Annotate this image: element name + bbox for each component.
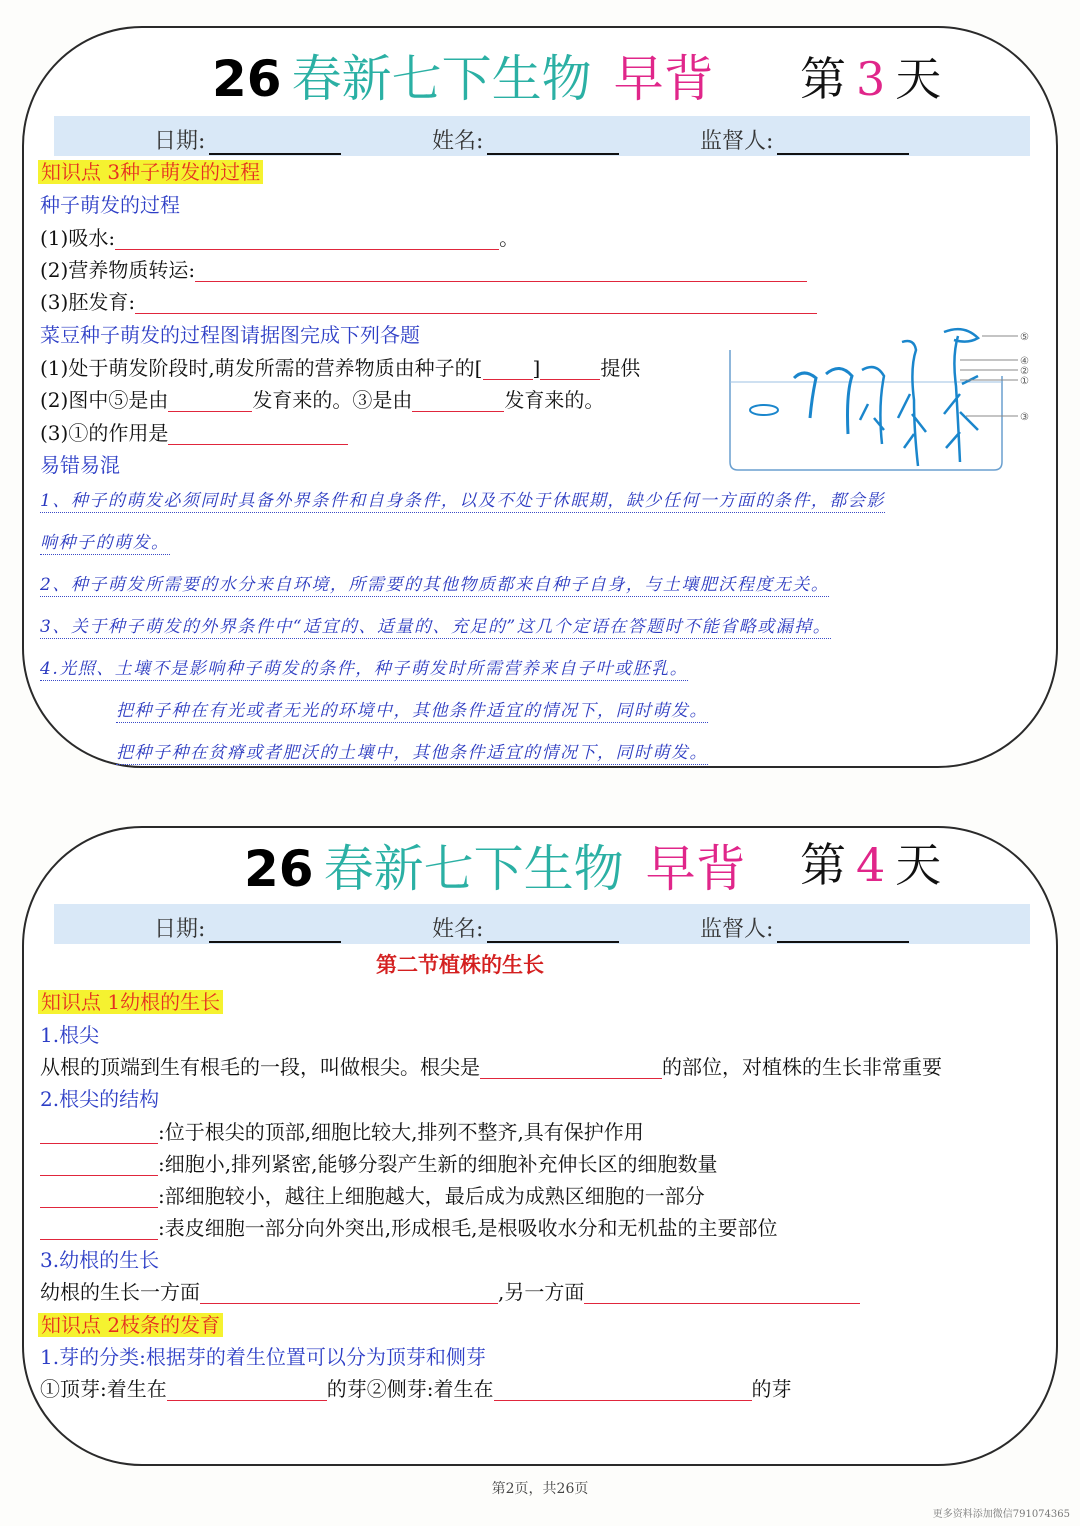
day4-info-bar [54, 904, 1030, 944]
blank[interactable] [168, 424, 348, 445]
blank[interactable] [115, 229, 499, 250]
kp2-title: 知识点 2枝条的发育 [38, 1313, 223, 1337]
blank[interactable] [40, 1155, 158, 1176]
label-2: ② [1020, 366, 1029, 377]
label-4: ④ [1020, 356, 1029, 367]
blank[interactable] [412, 391, 504, 412]
day3-info-bar [54, 116, 1030, 156]
blank[interactable] [483, 359, 533, 380]
blank[interactable] [480, 1058, 662, 1079]
blank[interactable] [195, 261, 807, 282]
structure-3: :部细胞较小，越往上细胞越大，最后成为成熟区细胞的一部分 [40, 1184, 705, 1208]
q-embryo: (3)胚发育: [40, 290, 817, 314]
heading-root-structure: 2.根尖的结构 [40, 1087, 160, 1111]
q-water: (1)吸水: 。 [40, 226, 520, 250]
note-4-soil: 把种子种在贫瘠或者肥沃的土壤中，其他条件适宜的情况下，同时萌发。 [116, 738, 708, 765]
heading-mistakes: 易错易混 [40, 453, 120, 477]
q2: (2)图中⑤是由 发育来的。③是由 发育来的。 [40, 388, 605, 412]
note-4: 4.光照、土壤不是影响种子萌发的条件，种子萌发时所需营养来自子叶或胚乳。 [40, 654, 688, 681]
note-1: 1、种子的萌发必须同时具备外界条件和自身条件，以及不处于休眠期，缺少任何一方面的条件，都会影 [40, 486, 885, 513]
q-root-growth: 幼根的生长一方面 ,另一方面 [40, 1280, 860, 1304]
heading-germination: 种子萌发的过程 [40, 193, 180, 217]
structure-4: :表皮细胞一部分向外突出,形成根毛,是根吸收水分和无机盐的主要部位 [40, 1216, 777, 1240]
blank[interactable] [167, 1380, 327, 1401]
label-5: ⑤ [1020, 332, 1029, 343]
heading-bean: 菜豆种子萌发的过程图请据图完成下列各题 [40, 323, 420, 347]
page-footer: 第2页，共26页 [491, 1481, 589, 1497]
heading-bud-types: 1.芽的分类:根据芽的着生位置可以分为顶芽和侧芽 [40, 1345, 486, 1369]
day3-title: 26 春新七下生物 早背 [212, 50, 714, 108]
blank[interactable] [200, 1283, 498, 1304]
note-2: 2、种子萌发所需要的水分来自环境，所需要的其他物质都来自种子自身，与土壤肥沃程度无关。 [40, 570, 829, 597]
date-field[interactable]: 日期: [154, 124, 341, 155]
heading-root-tip: 1.根尖 [40, 1023, 100, 1047]
blank[interactable] [40, 1187, 158, 1208]
q-bud-position: ①顶芽:着生在 的芽②侧芽:着生在 的芽 [40, 1377, 792, 1401]
label-3: ③ [1020, 412, 1029, 423]
note-1-cont: 响种子的萌发。 [40, 528, 170, 555]
name-field[interactable]: 姓名: [432, 912, 619, 943]
bean-germination-diagram [724, 324, 1036, 474]
blank[interactable] [584, 1283, 860, 1304]
supervisor-field[interactable]: 监督人: [700, 912, 909, 943]
blank[interactable] [540, 359, 600, 380]
supervisor-field[interactable]: 监督人: [700, 124, 909, 155]
day4-title: 26 春新七下生物 早背 [244, 840, 746, 898]
structure-2: :细胞小,排列紧密,能够分裂产生新的细胞补充伸长区的细胞数量 [40, 1152, 717, 1176]
watermark: 更多资料添加微信791074365 [932, 1509, 1070, 1520]
day4-card [22, 826, 1058, 1466]
kp-title: 知识点 3种子萌发的过程 [38, 160, 263, 184]
date-field[interactable]: 日期: [154, 912, 341, 943]
structure-1: :位于根尖的顶部,细胞比较大,排列不整齐,具有保护作用 [40, 1120, 644, 1144]
q3: (3)①的作用是 [40, 421, 348, 445]
blank[interactable] [168, 391, 252, 412]
label-1: ① [1020, 376, 1029, 387]
blank[interactable] [135, 293, 817, 314]
day4-day-label: 第 4 天 [800, 838, 942, 892]
q1: (1)处于萌发阶段时,萌发所需的营养物质由种子的[ ] 提供 [40, 356, 641, 380]
q-nutrient: (2)营养物质转运: [40, 258, 807, 282]
day3-card [22, 26, 1058, 768]
blank[interactable] [40, 1219, 158, 1240]
heading-root-growth: 3.幼根的生长 [40, 1248, 160, 1272]
day3-day-label: 第 3 天 [800, 52, 942, 106]
note-3: 3、关于种子萌发的外界条件中“适宜的、适量的、充足的”这几个定语在答题时不能省略或漏掉。 [40, 612, 831, 639]
note-4-light: 把种子种在有光或者无光的环境中，其他条件适宜的情况下，同时萌发。 [116, 696, 708, 723]
q-root-tip: 从根的顶端到生有根毛的一段，叫做根尖。根尖是 的部位，对植株的生长非常重要 [40, 1055, 942, 1079]
blank[interactable] [40, 1123, 158, 1144]
blank[interactable] [494, 1380, 752, 1401]
kp1-title: 知识点 1幼根的生长 [38, 990, 223, 1014]
section-title: 第二节植株的生长 [376, 952, 544, 977]
name-field[interactable]: 姓名: [432, 124, 619, 155]
